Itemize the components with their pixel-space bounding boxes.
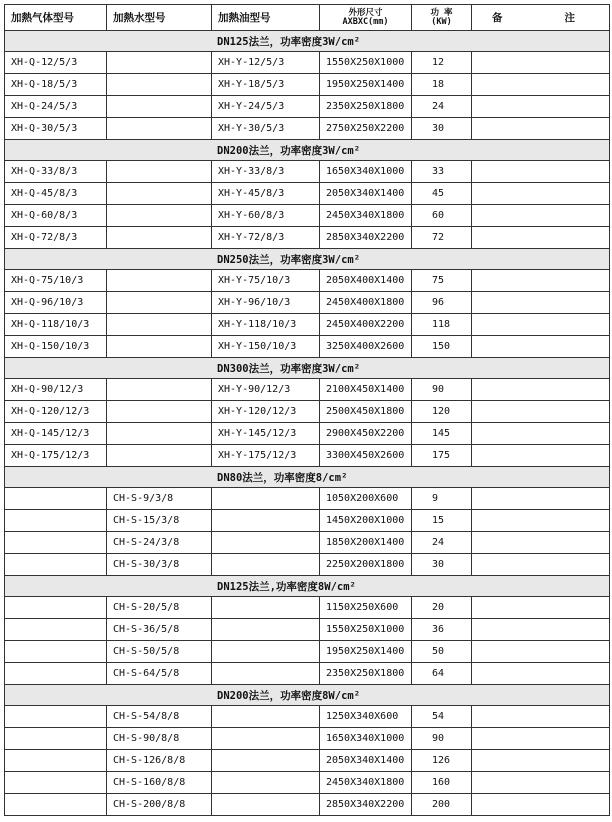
notes-cell — [472, 663, 610, 685]
notes-cell — [472, 96, 610, 118]
notes-cell — [472, 510, 610, 532]
power-cell: 64 — [412, 663, 472, 685]
water-model-cell: CH-S-15/3/8 — [107, 510, 212, 532]
water-model-cell: CH-S-54/8/8 — [107, 706, 212, 728]
gas-model-cell — [5, 597, 107, 619]
gas-model-cell: XH-Q-18/5/3 — [5, 74, 107, 96]
notes-cell — [472, 445, 610, 467]
power-cell: 175 — [412, 445, 472, 467]
water-model-cell: CH-S-160/8/8 — [107, 772, 212, 794]
table-row — [5, 597, 610, 619]
oil-model-cell: XH-Y-150/10/3 — [212, 336, 320, 358]
power-cell: 15 — [412, 510, 472, 532]
oil-model-cell — [212, 488, 320, 510]
gas-model-cell — [5, 641, 107, 663]
section-header-row — [5, 685, 610, 706]
header-gas-model: 加熱气体型号 — [5, 5, 107, 31]
gas-model-cell — [5, 728, 107, 750]
notes-cell — [472, 161, 610, 183]
notes-cell — [472, 336, 610, 358]
gas-model-cell: XH-Q-90/12/3 — [5, 379, 107, 401]
notes-cell — [472, 794, 610, 816]
power-cell: 150 — [412, 336, 472, 358]
table-row — [5, 663, 610, 685]
water-model-cell: CH-S-126/8/8 — [107, 750, 212, 772]
oil-model-cell: XH-Y-145/12/3 — [212, 423, 320, 445]
oil-model-cell — [212, 532, 320, 554]
dimensions-cell: 2500X450X1800 — [320, 401, 412, 423]
gas-model-cell: XH-Q-72/8/3 — [5, 227, 107, 249]
oil-model-cell — [212, 728, 320, 750]
gas-model-cell — [5, 750, 107, 772]
table-row — [5, 750, 610, 772]
heater-spec-table — [4, 4, 610, 816]
notes-cell — [472, 532, 610, 554]
power-cell: 30 — [412, 554, 472, 576]
power-cell: 36 — [412, 619, 472, 641]
table-row — [5, 423, 610, 445]
dimensions-cell: 1250X340X600 — [320, 706, 412, 728]
dimensions-cell: 1550X250X1000 — [320, 619, 412, 641]
power-cell: 24 — [412, 96, 472, 118]
table-row — [5, 641, 610, 663]
header-oil-model: 加熱油型号 — [212, 5, 320, 31]
dimensions-cell: 3300X450X2600 — [320, 445, 412, 467]
water-model-cell: CH-S-30/3/8 — [107, 554, 212, 576]
oil-model-cell — [212, 794, 320, 816]
dimensions-cell: 1850X200X1400 — [320, 532, 412, 554]
header-water-model: 加熱水型号 — [107, 5, 212, 31]
water-model-cell — [107, 52, 212, 74]
water-model-cell — [107, 401, 212, 423]
table-row — [5, 336, 610, 358]
power-cell: 60 — [412, 205, 472, 227]
notes-cell — [472, 74, 610, 96]
notes-cell — [472, 706, 610, 728]
water-model-cell — [107, 292, 212, 314]
oil-model-cell — [212, 619, 320, 641]
gas-model-cell: XH-Q-118/10/3 — [5, 314, 107, 336]
gas-model-cell: XH-Q-24/5/3 — [5, 96, 107, 118]
dimensions-cell: 2450X340X1800 — [320, 205, 412, 227]
power-cell: 54 — [412, 706, 472, 728]
dimensions-cell: 2750X250X2200 — [320, 118, 412, 140]
water-model-cell — [107, 379, 212, 401]
notes-cell — [472, 728, 610, 750]
water-model-cell — [107, 270, 212, 292]
dimensions-cell: 1150X250X600 — [320, 597, 412, 619]
water-model-cell — [107, 96, 212, 118]
gas-model-cell: XH-Q-30/5/3 — [5, 118, 107, 140]
dimensions-cell: 2850X340X2200 — [320, 227, 412, 249]
notes-cell — [472, 401, 610, 423]
notes-cell — [472, 423, 610, 445]
power-cell: 90 — [412, 379, 472, 401]
water-model-cell — [107, 205, 212, 227]
gas-model-cell — [5, 794, 107, 816]
oil-model-cell: XH-Y-18/5/3 — [212, 74, 320, 96]
power-cell: 72 — [412, 227, 472, 249]
section-header-row — [5, 358, 610, 379]
table-row — [5, 74, 610, 96]
power-cell: 160 — [412, 772, 472, 794]
table-row — [5, 118, 610, 140]
water-model-cell: CH-S-90/8/8 — [107, 728, 212, 750]
table-row — [5, 205, 610, 227]
spec-sheet — [4, 4, 609, 816]
dimensions-cell: 2050X340X1400 — [320, 183, 412, 205]
table-row — [5, 510, 610, 532]
dimensions-cell: 3250X400X2600 — [320, 336, 412, 358]
gas-model-cell: XH-Q-96/10/3 — [5, 292, 107, 314]
power-cell: 120 — [412, 401, 472, 423]
table-row — [5, 52, 610, 74]
water-model-cell — [107, 314, 212, 336]
section-header-row — [5, 31, 610, 52]
header-notes — [472, 5, 610, 31]
header-power-line2: (KW) — [431, 16, 452, 27]
notes-cell — [472, 118, 610, 140]
section-title: DN80法兰，功率密度8/cm² — [5, 467, 610, 488]
gas-model-cell: XH-Q-145/12/3 — [5, 423, 107, 445]
table-row — [5, 96, 610, 118]
oil-model-cell: XH-Y-24/5/3 — [212, 96, 320, 118]
dimensions-cell: 2350X250X1800 — [320, 663, 412, 685]
table-row — [5, 445, 610, 467]
notes-cell — [472, 270, 610, 292]
header-power — [412, 5, 472, 31]
notes-cell — [472, 314, 610, 336]
notes-cell — [472, 641, 610, 663]
notes-cell — [472, 183, 610, 205]
notes-cell — [472, 205, 610, 227]
dimensions-cell: 2250X200X1800 — [320, 554, 412, 576]
water-model-cell — [107, 336, 212, 358]
dimensions-cell: 1450X200X1000 — [320, 510, 412, 532]
notes-cell — [472, 379, 610, 401]
water-model-cell: CH-S-9/3/8 — [107, 488, 212, 510]
power-cell: 126 — [412, 750, 472, 772]
table-header — [5, 5, 610, 31]
table-row — [5, 292, 610, 314]
water-model-cell — [107, 183, 212, 205]
table-row — [5, 401, 610, 423]
notes-cell — [472, 554, 610, 576]
notes-cell — [472, 619, 610, 641]
oil-model-cell: XH-Y-118/10/3 — [212, 314, 320, 336]
notes-cell — [472, 488, 610, 510]
dimensions-cell: 2050X340X1400 — [320, 750, 412, 772]
water-model-cell — [107, 74, 212, 96]
dimensions-cell: 2850X340X2200 — [320, 794, 412, 816]
dimensions-cell: 1950X250X1400 — [320, 641, 412, 663]
table-row — [5, 270, 610, 292]
oil-model-cell: XH-Y-45/8/3 — [212, 183, 320, 205]
dimensions-cell: 2050X400X1400 — [320, 270, 412, 292]
oil-model-cell: XH-Y-90/12/3 — [212, 379, 320, 401]
power-cell: 96 — [412, 292, 472, 314]
table-row — [5, 554, 610, 576]
gas-model-cell: XH-Q-12/5/3 — [5, 52, 107, 74]
power-cell: 145 — [412, 423, 472, 445]
oil-model-cell: XH-Y-12/5/3 — [212, 52, 320, 74]
table-row — [5, 728, 610, 750]
dimensions-cell: 1050X200X600 — [320, 488, 412, 510]
header-power-line1: 功 率 — [430, 7, 453, 18]
gas-model-cell — [5, 772, 107, 794]
power-cell: 50 — [412, 641, 472, 663]
oil-model-cell: XH-Y-175/12/3 — [212, 445, 320, 467]
water-model-cell — [107, 118, 212, 140]
dimensions-cell: 1650X340X1000 — [320, 728, 412, 750]
dimensions-cell: 2450X400X2200 — [320, 314, 412, 336]
water-model-cell — [107, 161, 212, 183]
table-row — [5, 706, 610, 728]
dimensions-cell: 2900X450X2200 — [320, 423, 412, 445]
power-cell: 45 — [412, 183, 472, 205]
oil-model-cell: XH-Y-60/8/3 — [212, 205, 320, 227]
power-cell: 75 — [412, 270, 472, 292]
table-body — [5, 31, 610, 816]
table-row — [5, 532, 610, 554]
water-model-cell: CH-S-36/5/8 — [107, 619, 212, 641]
gas-model-cell: XH-Q-45/8/3 — [5, 183, 107, 205]
section-title: DN200法兰，功率密度8W/cm² — [5, 685, 610, 706]
oil-model-cell — [212, 772, 320, 794]
gas-model-cell — [5, 532, 107, 554]
oil-model-cell — [212, 663, 320, 685]
water-model-cell: CH-S-24/3/8 — [107, 532, 212, 554]
header-dimensions — [320, 5, 412, 31]
dimensions-cell: 2450X400X1800 — [320, 292, 412, 314]
dimensions-cell: 2450X340X1800 — [320, 772, 412, 794]
gas-model-cell: XH-Q-75/10/3 — [5, 270, 107, 292]
table-row — [5, 183, 610, 205]
oil-model-cell — [212, 510, 320, 532]
table-row — [5, 794, 610, 816]
gas-model-cell: XH-Q-60/8/3 — [5, 205, 107, 227]
gas-model-cell: XH-Q-150/10/3 — [5, 336, 107, 358]
water-model-cell — [107, 445, 212, 467]
oil-model-cell: XH-Y-72/8/3 — [212, 227, 320, 249]
table-row — [5, 772, 610, 794]
oil-model-cell: XH-Y-120/12/3 — [212, 401, 320, 423]
section-title: DN300法兰，功率密度3W/cm² — [5, 358, 610, 379]
water-model-cell: CH-S-20/5/8 — [107, 597, 212, 619]
dimensions-cell: 1950X250X1400 — [320, 74, 412, 96]
dimensions-cell: 2350X250X1800 — [320, 96, 412, 118]
water-model-cell: CH-S-64/5/8 — [107, 663, 212, 685]
gas-model-cell: XH-Q-33/8/3 — [5, 161, 107, 183]
power-cell: 200 — [412, 794, 472, 816]
section-header-row — [5, 467, 610, 488]
table-row — [5, 227, 610, 249]
power-cell: 33 — [412, 161, 472, 183]
table-row — [5, 314, 610, 336]
power-cell: 30 — [412, 118, 472, 140]
table-row — [5, 619, 610, 641]
oil-model-cell — [212, 706, 320, 728]
notes-cell — [472, 292, 610, 314]
gas-model-cell — [5, 488, 107, 510]
power-cell: 20 — [412, 597, 472, 619]
oil-model-cell — [212, 641, 320, 663]
power-cell: 12 — [412, 52, 472, 74]
header-dimensions-line2: AXBXC(mm) — [342, 16, 389, 27]
oil-model-cell — [212, 554, 320, 576]
header-notes-b: 注 — [564, 12, 575, 24]
dimensions-cell: 1550X250X1000 — [320, 52, 412, 74]
header-dimensions-line1: 外形尺寸 — [348, 7, 383, 18]
water-model-cell: CH-S-50/5/8 — [107, 641, 212, 663]
notes-cell — [472, 227, 610, 249]
oil-model-cell: XH-Y-75/10/3 — [212, 270, 320, 292]
gas-model-cell: XH-Q-175/12/3 — [5, 445, 107, 467]
dimensions-cell: 2100X450X1400 — [320, 379, 412, 401]
oil-model-cell — [212, 750, 320, 772]
power-cell: 9 — [412, 488, 472, 510]
table-row — [5, 161, 610, 183]
section-header-row — [5, 249, 610, 270]
table-row — [5, 488, 610, 510]
notes-cell — [472, 52, 610, 74]
gas-model-cell — [5, 510, 107, 532]
section-title: DN200法兰，功率密度3W/cm² — [5, 140, 610, 161]
section-title: DN250法兰，功率密度3W/cm² — [5, 249, 610, 270]
gas-model-cell — [5, 554, 107, 576]
oil-model-cell: XH-Y-96/10/3 — [212, 292, 320, 314]
oil-model-cell: XH-Y-33/8/3 — [212, 161, 320, 183]
water-model-cell — [107, 227, 212, 249]
section-title: DN125法兰,功率密度8W/cm² — [5, 576, 610, 597]
power-cell: 24 — [412, 532, 472, 554]
gas-model-cell — [5, 706, 107, 728]
gas-model-cell: XH-Q-120/12/3 — [5, 401, 107, 423]
oil-model-cell — [212, 597, 320, 619]
power-cell: 18 — [412, 74, 472, 96]
notes-cell — [472, 772, 610, 794]
section-title: DN125法兰，功率密度3W/cm² — [5, 31, 610, 52]
power-cell: 118 — [412, 314, 472, 336]
notes-cell — [472, 597, 610, 619]
section-header-row — [5, 140, 610, 161]
oil-model-cell: XH-Y-30/5/3 — [212, 118, 320, 140]
section-header-row — [5, 576, 610, 597]
water-model-cell — [107, 423, 212, 445]
power-cell: 90 — [412, 728, 472, 750]
notes-cell — [472, 750, 610, 772]
water-model-cell: CH-S-200/8/8 — [107, 794, 212, 816]
table-row — [5, 379, 610, 401]
header-notes-a: 备 — [492, 12, 503, 24]
dimensions-cell: 1650X340X1000 — [320, 161, 412, 183]
gas-model-cell — [5, 619, 107, 641]
gas-model-cell — [5, 663, 107, 685]
